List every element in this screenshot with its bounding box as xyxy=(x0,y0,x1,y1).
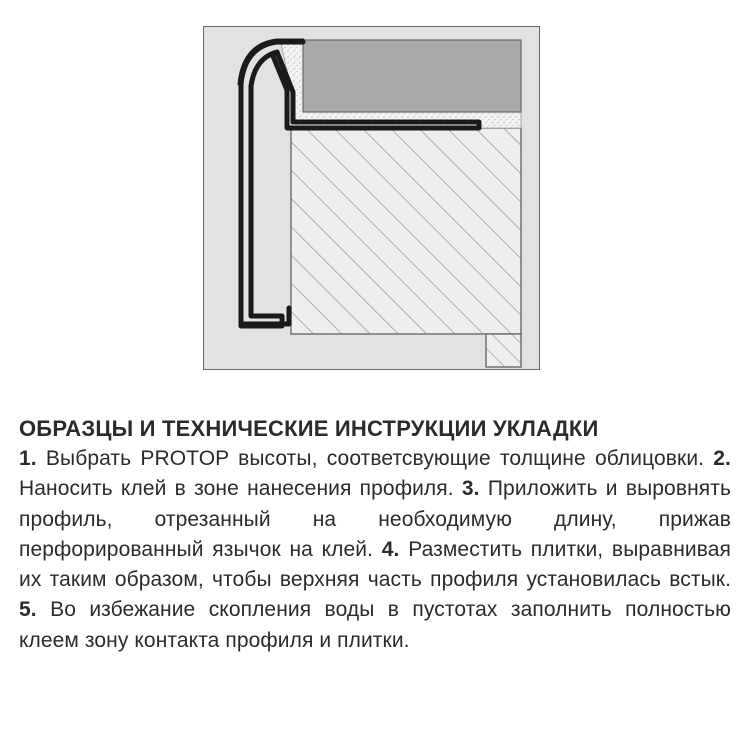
instructions-heading: ОБРАЗЦЫ И ТЕХНИЧЕСКИЕ ИНСТРУКЦИИ УКЛАДКИ xyxy=(19,416,599,441)
step-5-number: 5. xyxy=(19,598,37,622)
step-3-text: Приложить и выровнять профиль, отрезанный на необходимую длину, прижав перфорированный язычок на клей. xyxy=(19,477,732,561)
step-1-number: 1. xyxy=(19,447,37,470)
substrate-hatched-block xyxy=(291,128,521,334)
step-4-number: 4. xyxy=(381,537,400,561)
step-5-text: Во избежание скопления воды в пустотах заполнить полностью клеем зону контакта профиля и плитки. xyxy=(19,598,732,652)
step-3-number: 3. xyxy=(461,477,480,501)
profile-cross-section-diagram xyxy=(203,26,540,370)
step-2-number: 2. xyxy=(713,447,731,470)
instructions-text xyxy=(19,444,731,656)
tile xyxy=(303,40,521,112)
installation-instructions xyxy=(19,414,731,656)
step-4-text: Разместить плитки, выравнивая их таким образом, чтобы верхняя часть профиля установилась встык. xyxy=(19,537,731,592)
lower-tile-hatched-block xyxy=(486,334,521,367)
step-1-text: Выбрать PROTOP высоты, соответсвующие толщине облицовки. xyxy=(45,447,705,470)
step-2-text: Наносить клей в зоне нанесения профиля. xyxy=(19,477,454,501)
